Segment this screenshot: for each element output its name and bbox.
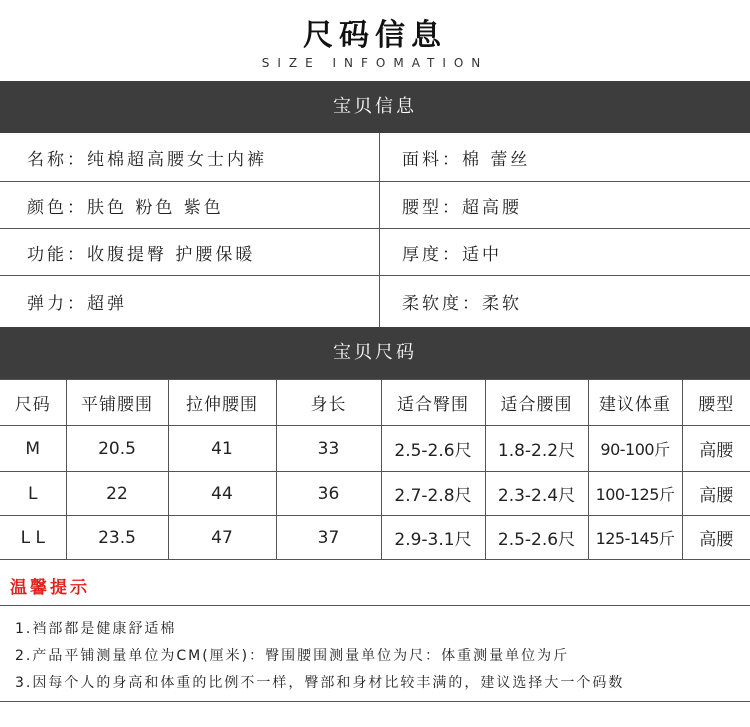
size-table-header: 适合臀围 (381, 380, 485, 426)
size-table-header: 建议体重 (588, 380, 682, 426)
table-cell: 高腰 (682, 472, 750, 516)
info-row (0, 182, 750, 229)
table-cell: 2.9-3.1尺 (381, 516, 485, 560)
size-table-header: 拉伸腰围 (168, 380, 276, 426)
info-row (0, 229, 750, 276)
info-cell-thickness: 厚度：适中 (402, 244, 502, 265)
size-section-header: 宝贝尺码 (0, 327, 750, 379)
table-cell: 2.7-2.8尺 (381, 472, 485, 516)
size-table-header: 适合腰围 (485, 380, 588, 426)
table-cell: 2.5-2.6尺 (381, 426, 485, 472)
table-cell: 高腰 (682, 516, 750, 560)
table-cell: 22 (66, 472, 168, 516)
tip-item: 3.因每个人的身高和体重的比例不一样，臀部和身材比较丰满的，建议选择大一个码数 (15, 675, 625, 691)
info-cell-function: 功能：收腹提臀 护腰保暖 (0, 229, 380, 275)
bottom-divider (0, 701, 750, 702)
size-table-header-row (0, 380, 750, 426)
table-row (0, 472, 750, 516)
table-cell: 23.5 (66, 516, 168, 560)
table-cell: 36 (276, 472, 381, 516)
info-row (0, 133, 750, 182)
info-cell-name: 名称：纯棉超高腰女士内裤 (0, 133, 380, 181)
tips-title: 温馨提示 (10, 578, 90, 598)
page-subtitle: SIZE INFOMATION (261, 56, 489, 70)
table-cell: 20.5 (66, 426, 168, 472)
size-table-header: 平铺腰围 (66, 380, 168, 426)
tips-divider (0, 605, 750, 606)
info-section-header: 宝贝信息 (0, 81, 750, 133)
table-cell: 1.8-2.2尺 (485, 426, 588, 472)
info-cell-color: 颜色：肤色 粉色 紫色 (0, 182, 380, 228)
info-cell-softness: 柔软度：柔软 (402, 294, 522, 314)
table-cell: 37 (276, 516, 381, 560)
table-cell: M (0, 426, 66, 472)
info-cell-waist-type: 腰型：超高腰 (402, 197, 522, 218)
table-cell: 41 (168, 426, 276, 472)
size-table-header: 尺码 (0, 380, 66, 426)
page-title: 尺码信息 (303, 18, 447, 53)
tips-list (15, 616, 624, 697)
table-cell: 90-100斤 (588, 426, 682, 472)
info-row (0, 276, 750, 327)
table-cell: 2.5-2.6尺 (485, 516, 588, 560)
tip-item: 2.产品平铺测量单位为CM(厘米)：臀围腰围测量单位为尺：体重测量单位为斤 (15, 648, 570, 664)
info-cell-elasticity: 弹力：超弹 (0, 276, 380, 327)
table-cell: 100-125斤 (588, 472, 682, 516)
info-cell-fabric: 面料：棉 蕾丝 (402, 149, 531, 170)
table-row (0, 426, 750, 472)
table-cell: 47 (168, 516, 276, 560)
tip-item: 1.裆部都是健康舒适棉 (15, 621, 177, 637)
size-table-header: 腰型 (682, 380, 750, 426)
table-row (0, 516, 750, 560)
table-cell: 44 (168, 472, 276, 516)
table-cell: L L (0, 516, 66, 560)
size-table-header: 身长 (276, 380, 381, 426)
table-cell: 高腰 (682, 426, 750, 472)
table-cell: 33 (276, 426, 381, 472)
table-cell: L (0, 472, 66, 516)
table-cell: 2.3-2.4尺 (485, 472, 588, 516)
size-table (0, 379, 750, 560)
table-cell: 125-145斤 (588, 516, 682, 560)
